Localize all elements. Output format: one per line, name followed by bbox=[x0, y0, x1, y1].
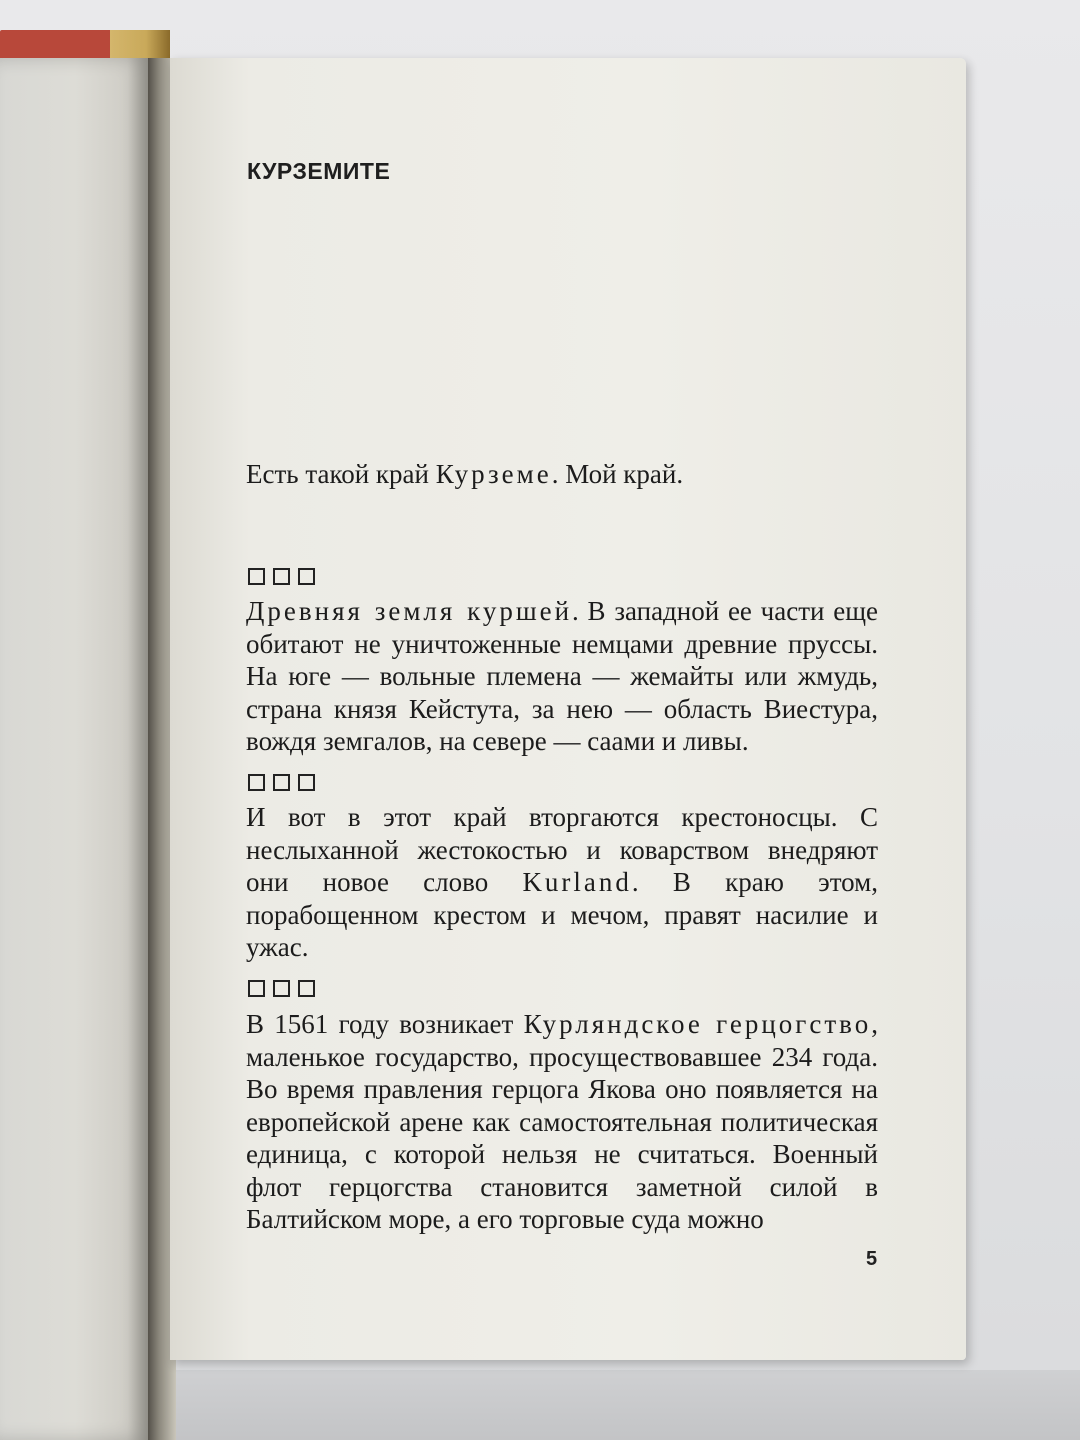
section-divider bbox=[248, 568, 315, 585]
page-heading: КУРЗЕМИТЕ bbox=[247, 158, 391, 184]
paragraph-curonians: Древняя земля куршей. В западной ее части еще обитают не уничтоженные немцами древние пруссы. На юге — вольные племена — жемайты или жмудь, страна князя Кейстута, за нею — область Виестура, вождя земгалов, на севере — саами и ливы. bbox=[246, 596, 878, 756]
left-page bbox=[0, 58, 150, 1440]
right-page bbox=[170, 58, 966, 1360]
spaced-emphasis: Курземе bbox=[435, 459, 552, 489]
spaced-emphasis: Курляндское герцогство bbox=[523, 1009, 872, 1039]
paragraph-intro: Есть такой край Курземе. Мой край. bbox=[246, 459, 684, 489]
paragraph-duchy: В 1561 году возникает Курляндское герцогство, маленькое государство, просуществовавшее 234 года. Во время правления герцога Якова оно появляется на европейской арене как самостоятельная политическая единица, с которой нельзя не считаться. Военный флот герцогства становится заметной силой в Балтийском море, а его торговые суда можно bbox=[246, 1009, 878, 1234]
section-divider bbox=[248, 774, 315, 791]
section-divider bbox=[248, 980, 315, 997]
page-number: 5 bbox=[866, 1248, 878, 1270]
spaced-emphasis: Древняя земля куршей bbox=[246, 596, 573, 626]
paragraph-crusaders: И вот в этот край вторгаются крестоносцы. С неслыханной жестокостью и коварством внедряют они новое слово Kurland. В краю этом, порабощенном крестом и мечом, правят насилие и ужас. bbox=[246, 802, 878, 962]
spaced-emphasis: Kurland bbox=[522, 867, 632, 897]
